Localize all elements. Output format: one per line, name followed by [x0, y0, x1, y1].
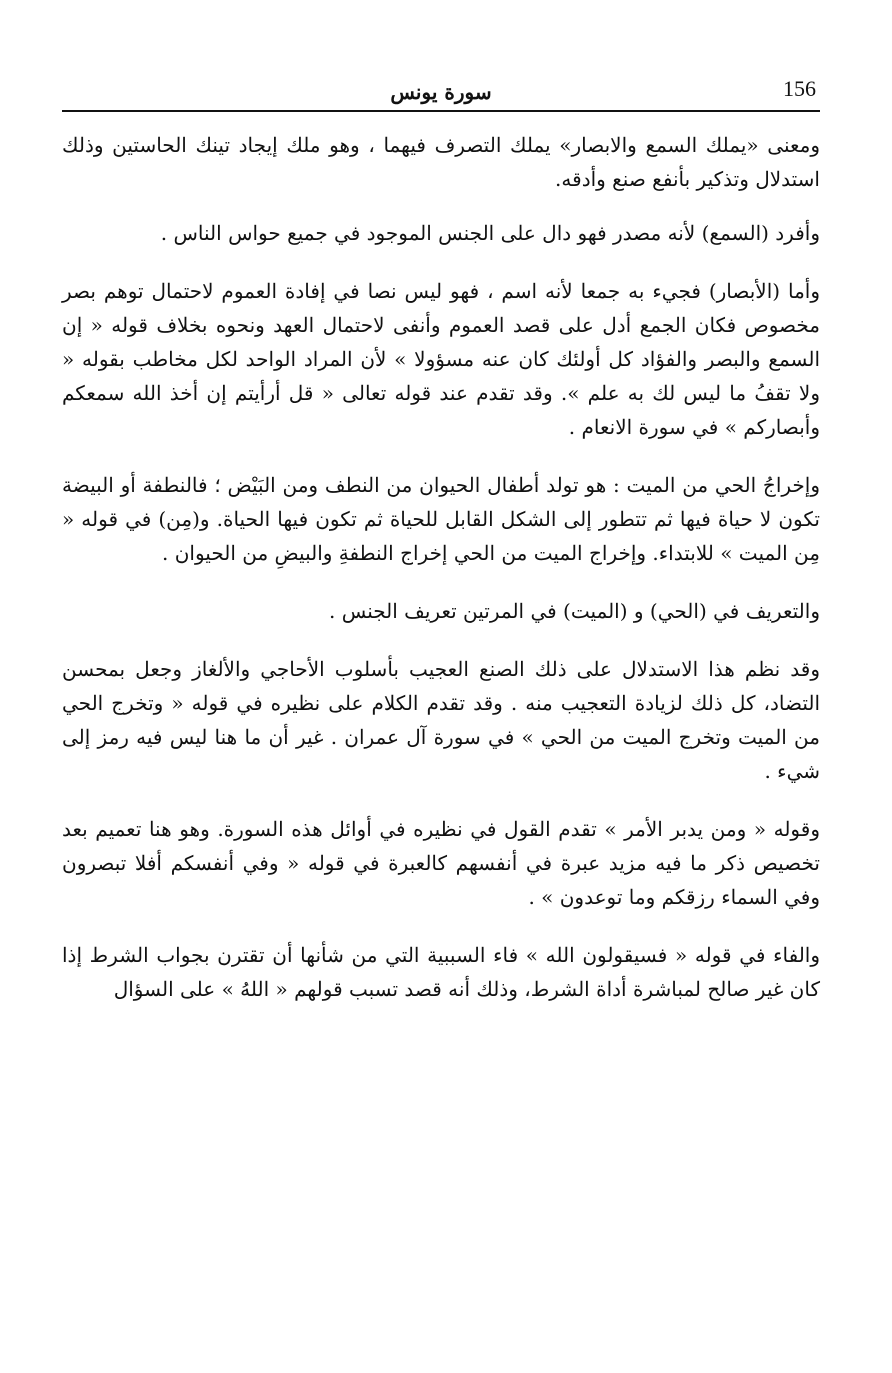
page-number: 156 [783, 76, 816, 101]
paragraph: وأما (الأبصار) فجيء به جمعا لأنه اسم ، فهو ليس نصا في إفادة العموم لاحتمال توهم بصر مخصوص فكان الجمع أدل على قصد العموم وأنفى لاحتمال العهد ونحوه بخلاف قوله « إن السمع والبصر والفؤاد كل أولئك كان عنه مسؤولا » لأن المراد الواحد لكل مخاطب بقوله « ولا تقفُ ما ليس لك به علم ». وقد تقدم عند قوله تعالى « قل أرأيتم إن أخذ الله سمعكم وأبصاركم » في سورة الانعام . [62, 279, 820, 439]
paragraph: وقد نظم هذا الاستدلال على ذلك الصنع العجيب بأسلوب الأحاجي والألغاز وجعل بمحسن التضاد، كل ذلك لزيادة التعجيب منه . وقد تقدم الكلام على نظيره في قوله « وتخرج الحي من الميت وتخرج الميت من الحي » في سورة آل عمران . غير أن ما هنا ليس فيه رمز إلى شيء . [62, 657, 820, 783]
page-body [62, 128, 820, 1030]
paragraph: ومعنى «يملك السمع والابصار» يملك التصرف فيهما ، وهو ملك إيجاد تينك الحاستين وذلك استدلال وتذكير بأنفع صنع وأدقه. [62, 133, 820, 191]
page-header [62, 70, 820, 112]
running-title: سورة يونس [390, 80, 492, 104]
paragraph: وأفرد (السمع) لأنه مصدر فهو دال على الجنس الموجود في جميع حواس الناس . [160, 221, 820, 245]
paragraph: وإخراجُ الحي من الميت : هو تولد أطفال الحيوان من النطف ومن البَيْض ؛ فالنطفة أو البيضة تكون لا حياة فيها ثم تتطور إلى الشكل القابل للحياة ثم تكون فيها الحياة. و(مِن) في قوله « مِن الميت » للابتداء. وإخراج الميت من الحي إخراج النطفةِ والبيضِ من الحيوان . [62, 473, 820, 565]
paragraph: والتعريف في (الحي) و (الميت) في المرتين تعريف الجنس . [328, 599, 820, 623]
paragraph: وقوله « ومن يدبر الأمر » تقدم القول في نظيره في أوائل هذه السورة. وهو هنا تعميم بعد تخصيص ذكر ما فيه مزيد عبرة في أنفسهم كالعبرة في قوله « وفي أنفسكم أفلا تبصرون وفي السماء رزقكم وما توعدون » . [62, 817, 820, 909]
paragraph: والفاء في قوله « فسيقولون الله » فاء السببية التي من شأنها أن تقترن بجواب الشرط إذا كان غير صالح لمباشرة أداة الشرط، وذلك أنه قصد تسبب قولهم « اللهُ » على السؤال [62, 943, 820, 1001]
